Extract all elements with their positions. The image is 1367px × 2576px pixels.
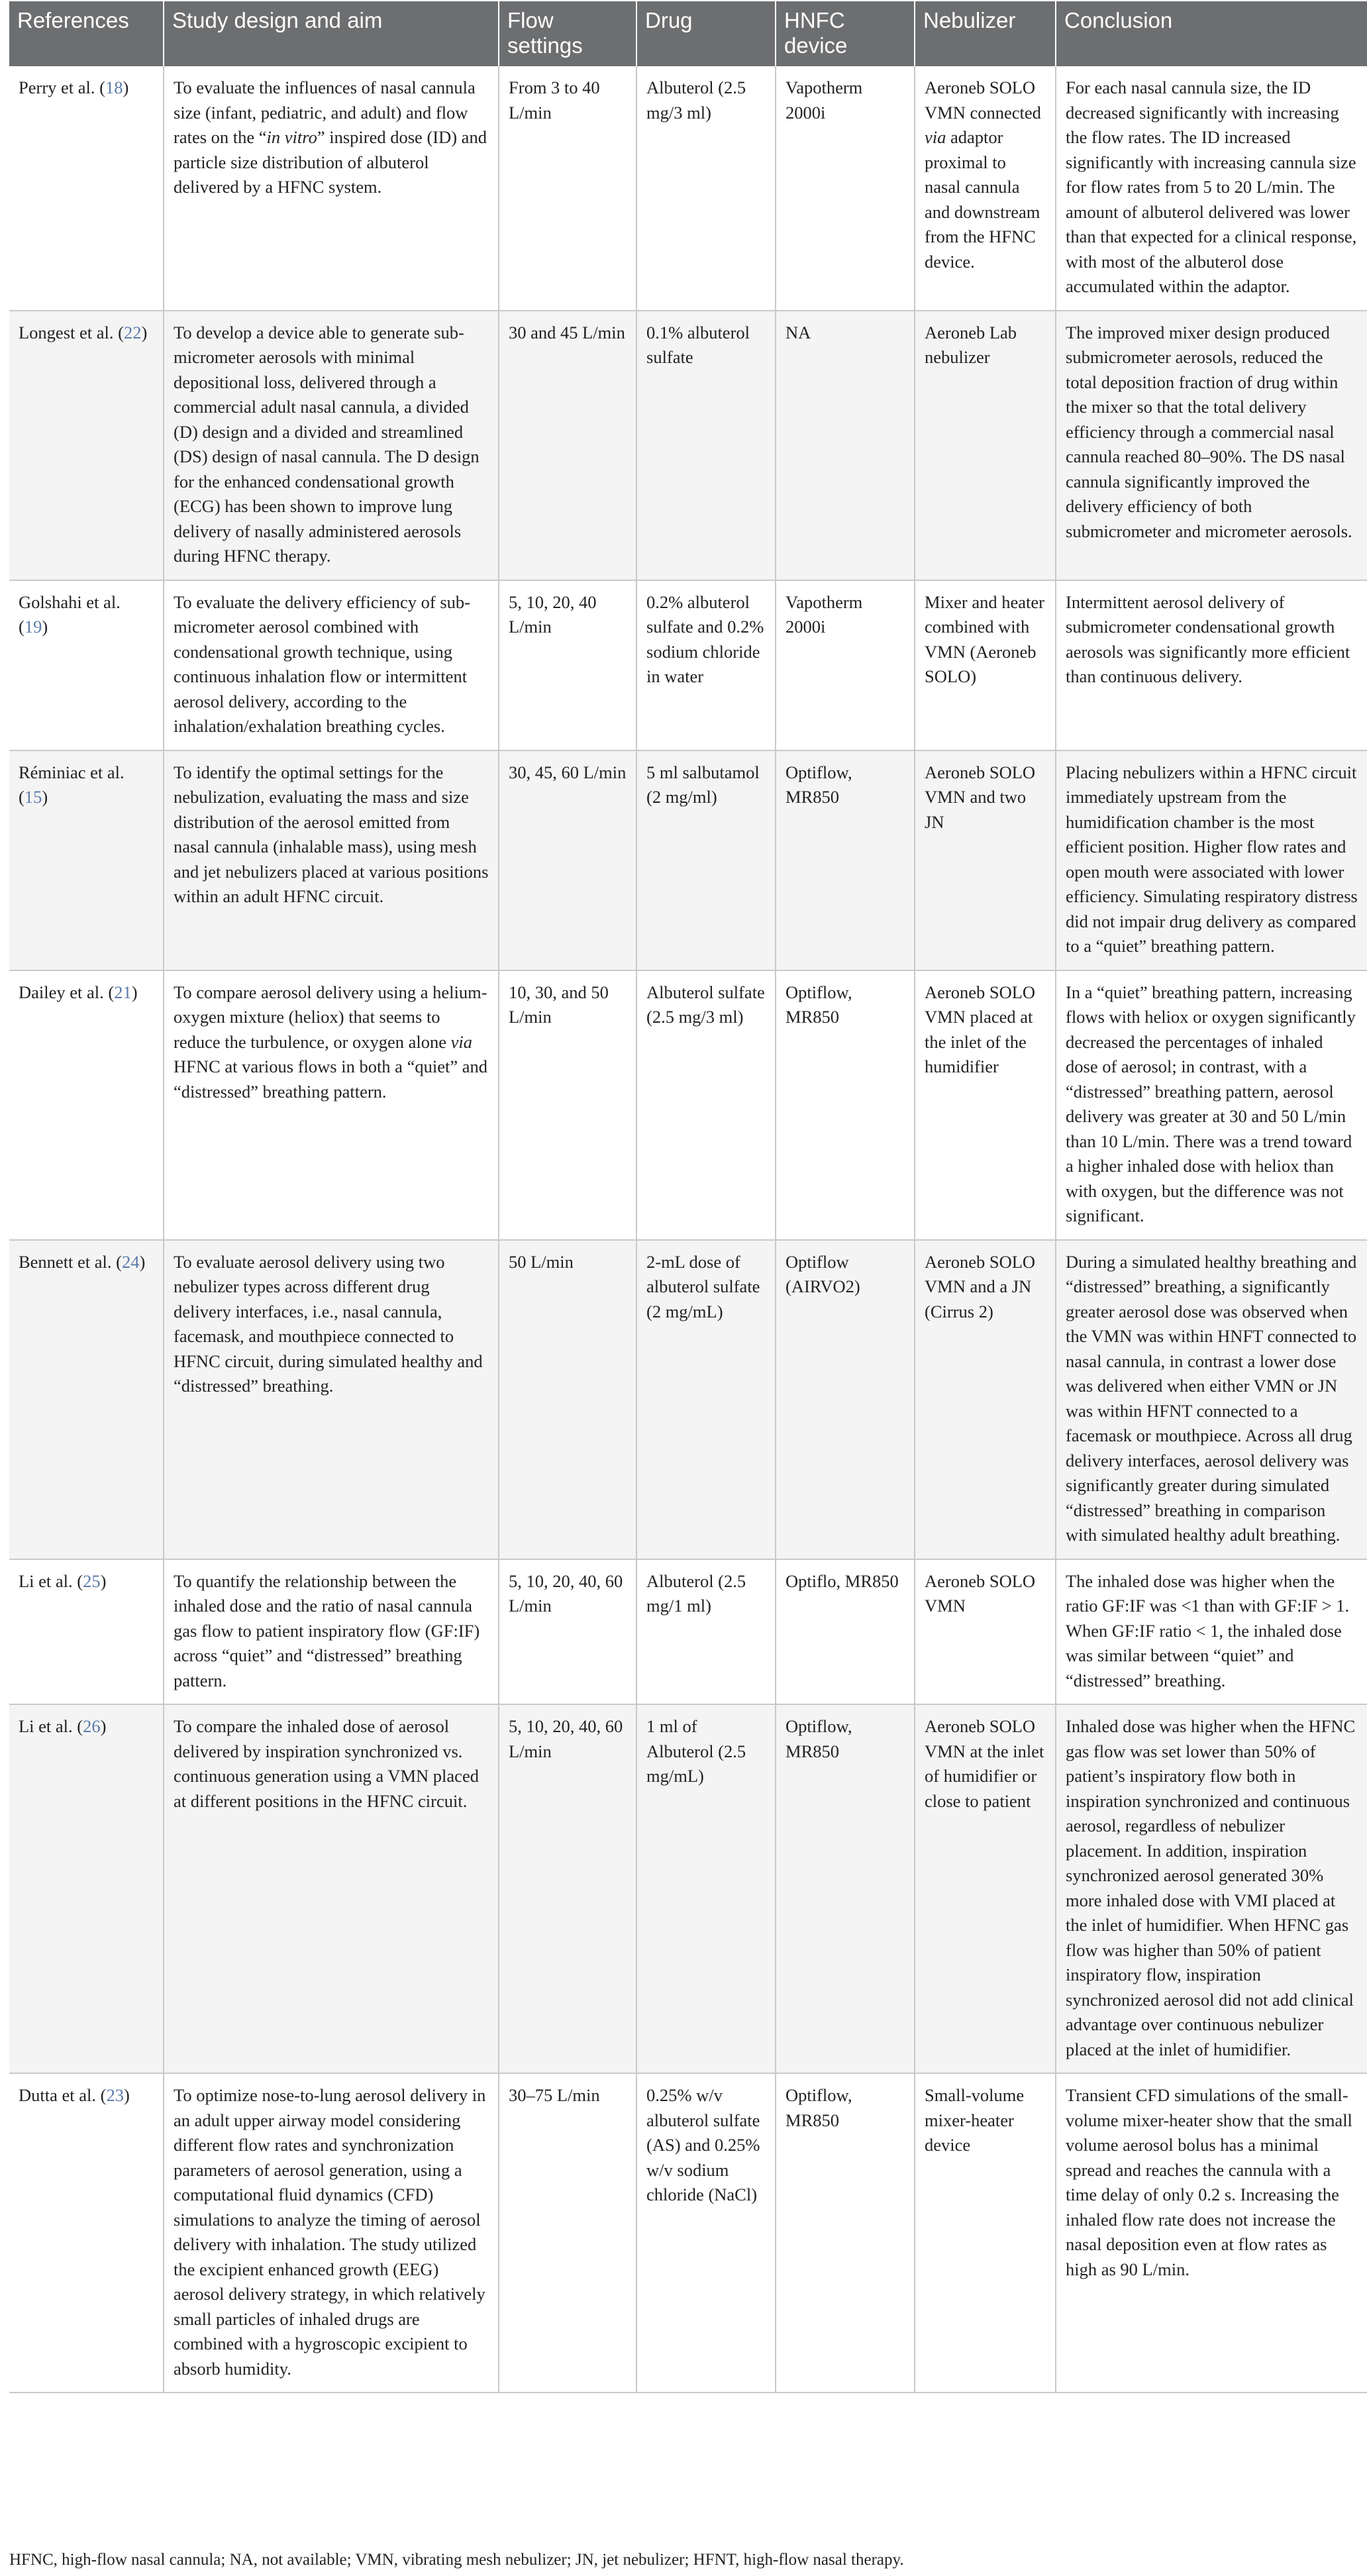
cell-text: adaptor proximal to nasal cannula and downstream from the HFNC device. bbox=[925, 127, 1040, 272]
reference-link[interactable]: 21 bbox=[114, 982, 132, 1002]
cell-hnfc-device: Optiflow (AIRVO2) bbox=[776, 1240, 915, 1559]
cell-nebulizer bbox=[915, 1559, 1056, 1705]
cell-drug: Albuterol (2.5 mg/3 ml) bbox=[636, 66, 776, 311]
table-header-row bbox=[9, 1, 1367, 66]
cell-study-design bbox=[164, 311, 499, 580]
reference-close: ) bbox=[42, 617, 48, 637]
cell-text: To optimize nose-to-lung aerosol delivery in an adult upper airway model considering different flow rates and synchronization parameters of aerosol generation, using a computational fluid dynamics (CFD) simulations to analyze the timing of aerosol delivery with inhalation. The study utilized the excipient enhanced growth (EEG) aerosol delivery strategy, in which relatively small particles of inhaled drugs are combined with a hygroscopic excipient to absorb humidity. bbox=[174, 2085, 486, 2379]
cell-text: Aeroneb SOLO VMN and two JN bbox=[925, 762, 1036, 832]
table-row bbox=[9, 66, 1367, 311]
studies-table bbox=[9, 1, 1367, 2393]
cell-flow-settings: 5, 10, 20, 40 L/min bbox=[499, 580, 636, 750]
cell-text: ” inspired dose (ID) and particle size distribution of albuterol delivered by a HFNC system. bbox=[174, 127, 487, 197]
cell-reference bbox=[9, 1559, 164, 1705]
cell-flow-settings: 10, 30, and 50 L/min bbox=[499, 970, 636, 1240]
table-row bbox=[9, 1240, 1367, 1559]
cell-drug: Albuterol (2.5 mg/1 ml) bbox=[636, 1559, 776, 1705]
reference-link[interactable]: 25 bbox=[83, 1571, 101, 1591]
cell-text: To quantify the relationship between the inhaled dose and the ratio of nasal cannula gas flow to patient inspiratory flow (GF:IF) across “quiet” and “distressed” breathing pattern. bbox=[174, 1571, 480, 1690]
cell-reference bbox=[9, 1704, 164, 2073]
cell-conclusion: Placing nebulizers within a HFNC circuit immediately upstream from the humidification chamber is the most efficient position. Higher flow rates and open mouth were associated with lower efficiency. Simulating respiratory distress did not impair drug delivery as compared to a “quiet” breathing pattern. bbox=[1056, 750, 1367, 970]
cell-nebulizer bbox=[915, 1704, 1056, 2073]
header-study-design: Study design and aim bbox=[164, 1, 499, 66]
cell-conclusion: Transient CFD simulations of the small-volume mixer-heater show that the small volume aerosol bolus has a minimal spread and reaches the cannula with a time delay of only 0.2 s. Increasing the inhaled flow rate does not increase the nasal deposition even at flow rates as high as 90 L/min. bbox=[1056, 2073, 1367, 2393]
cell-text: Aeroneb SOLO VMN and a JN (Cirrus 2) bbox=[925, 1251, 1036, 1321]
cell-hnfc-device: Optiflow, MR850 bbox=[776, 2073, 915, 2393]
cell-text: To develop a device able to generate sub-micrometer aerosols with minimal depositional loss, delivered through a commercial adult nasal cannula, a divided (D) design and a divided and streamlined (DS) design of nasal cannula. The D design for the enhanced condensational growth (ECG) has been shown to improve lung delivery of nasally administered aerosols during HFNC therapy. bbox=[174, 322, 480, 566]
header-drug: Drug bbox=[636, 1, 776, 66]
cell-nebulizer bbox=[915, 66, 1056, 311]
reference-author: Réminiac et al. ( bbox=[19, 762, 125, 807]
reference-author: Li et al. ( bbox=[19, 1571, 83, 1591]
cell-reference bbox=[9, 311, 164, 580]
reference-author: Dutta et al. ( bbox=[19, 2085, 107, 2105]
cell-flow-settings: 30 and 45 L/min bbox=[499, 311, 636, 580]
cell-hnfc-device: Optiflo, MR850 bbox=[776, 1559, 915, 1705]
cell-conclusion: For each nasal cannula size, the ID decreased significantly with increasing the flow rates. The ID increased significantly with increasing cannula size for flow rates from 5 to 20 L/min. The amount of albuterol delivered was lower than that expected for a clinical response, with most of the albuterol dose accumulated within the adaptor. bbox=[1056, 66, 1367, 311]
reference-close: ) bbox=[123, 77, 129, 97]
reference-link[interactable]: 22 bbox=[123, 322, 142, 342]
header-conclusion: Conclusion bbox=[1056, 1, 1367, 66]
cell-reference bbox=[9, 66, 164, 311]
cell-text: To evaluate the influences of nasal cannula size (infant, pediatric, and adult) and flow rates on the “ bbox=[174, 77, 476, 147]
cell-nebulizer bbox=[915, 311, 1056, 580]
reference-close: ) bbox=[131, 982, 138, 1002]
table-footnote: HFNC, high-flow nasal cannula; NA, not available; VMN, vibrating mesh nebulizer; JN, jet nebulizer; HFNT, high-flow nasal therapy. bbox=[9, 2551, 904, 2569]
reference-close: ) bbox=[141, 322, 148, 342]
reference-author: Bennett et al. ( bbox=[19, 1251, 122, 1272]
cell-nebulizer bbox=[915, 2073, 1056, 2393]
cell-study-design bbox=[164, 580, 499, 750]
reference-link[interactable]: 19 bbox=[24, 617, 42, 637]
cell-drug: 0.2% albuterol sulfate and 0.2% sodium chloride in water bbox=[636, 580, 776, 750]
data-table-wrapper bbox=[9, 1, 1367, 2393]
cell-text: Aeroneb SOLO VMN at the inlet of humidifier or close to patient bbox=[925, 1716, 1044, 1811]
cell-text: Mixer and heater combined with VMN (Aeroneb SOLO) bbox=[925, 592, 1044, 686]
cell-nebulizer bbox=[915, 580, 1056, 750]
cell-drug: 0.25% w/v albuterol sulfate (AS) and 0.25% w/v sodium chloride (NaCl) bbox=[636, 2073, 776, 2393]
cell-drug: 0.1% albuterol sulfate bbox=[636, 311, 776, 580]
cell-nebulizer bbox=[915, 750, 1056, 970]
reference-link[interactable]: 23 bbox=[106, 2085, 124, 2105]
italic-text: via bbox=[925, 127, 946, 147]
table-row bbox=[9, 1559, 1367, 1705]
cell-study-design bbox=[164, 1704, 499, 2073]
reference-author: Longest et al. ( bbox=[19, 322, 124, 342]
cell-hnfc-device: Optiflow, MR850 bbox=[776, 750, 915, 970]
cell-study-design bbox=[164, 2073, 499, 2393]
cell-text: Small-volume mixer-heater device bbox=[925, 2085, 1025, 2155]
cell-drug: 2-mL dose of albuterol sulfate (2 mg/mL) bbox=[636, 1240, 776, 1559]
reference-close: ) bbox=[123, 2085, 130, 2105]
reference-author: Golshahi et al. ( bbox=[19, 592, 121, 637]
reference-close: ) bbox=[100, 1571, 107, 1591]
header-flow-settings: Flow settings bbox=[499, 1, 636, 66]
cell-nebulizer bbox=[915, 1240, 1056, 1559]
reference-link[interactable]: 18 bbox=[105, 77, 123, 97]
cell-flow-settings: From 3 to 40 L/min bbox=[499, 66, 636, 311]
cell-hnfc-device: NA bbox=[776, 311, 915, 580]
table-row bbox=[9, 1704, 1367, 2073]
cell-flow-settings: 5, 10, 20, 40, 60 L/min bbox=[499, 1704, 636, 2073]
header-hnfc-device: HNFC device bbox=[776, 1, 915, 66]
cell-text: Aeroneb Lab nebulizer bbox=[925, 322, 1017, 367]
cell-conclusion: Intermittent aerosol delivery of submicrometer condensational growth aerosols was significantly more efficient than continuous delivery. bbox=[1056, 580, 1367, 750]
cell-reference bbox=[9, 2073, 164, 2393]
cell-reference bbox=[9, 580, 164, 750]
reference-close: ) bbox=[139, 1251, 146, 1272]
cell-text: Aeroneb SOLO VMN connected bbox=[925, 77, 1041, 123]
reference-link[interactable]: 24 bbox=[122, 1251, 140, 1272]
table-row bbox=[9, 970, 1367, 1240]
cell-flow-settings: 5, 10, 20, 40, 60 L/min bbox=[499, 1559, 636, 1705]
reference-link[interactable]: 15 bbox=[24, 787, 42, 807]
table-row bbox=[9, 750, 1367, 970]
header-references: References bbox=[9, 1, 164, 66]
table-row bbox=[9, 2073, 1367, 2393]
cell-conclusion: In a “quiet” breathing pattern, increasing flows with heliox or oxygen significantly decreased the percentages of inhaled dose of aerosol; in contrast, with a “distressed” breathing pattern, aerosol delivery was greater at 30 and 50 L/min than 10 L/min. There was a trend toward a higher inhaled dose with heliox than with oxygen, but the difference was not significant. bbox=[1056, 970, 1367, 1240]
cell-drug: 1 ml of Albuterol (2.5 mg/mL) bbox=[636, 1704, 776, 2073]
reference-author: Dailey et al. ( bbox=[19, 982, 115, 1002]
cell-study-design bbox=[164, 1240, 499, 1559]
cell-study-design bbox=[164, 970, 499, 1240]
header-nebulizer: Nebulizer bbox=[915, 1, 1056, 66]
reference-link[interactable]: 26 bbox=[83, 1716, 101, 1736]
cell-drug: Albuterol sulfate (2.5 mg/3 ml) bbox=[636, 970, 776, 1240]
cell-conclusion: The inhaled dose was higher when the ratio GF:IF was <1 than with GF:IF > 1. When GF:IF ratio < 1, the inhaled dose was similar between “quiet” and “distressed” breathing. bbox=[1056, 1559, 1367, 1705]
cell-reference bbox=[9, 750, 164, 970]
cell-reference bbox=[9, 1240, 164, 1559]
cell-hnfc-device: Optiflow, MR850 bbox=[776, 970, 915, 1240]
cell-study-design bbox=[164, 1559, 499, 1705]
cell-text: To evaluate the delivery efficiency of sub-micrometer aerosol combined with condensational growth technique, using continuous inhalation flow or intermittent aerosol delivery, according to the inhalation/exhalation breathing cycles. bbox=[174, 592, 470, 736]
table-row bbox=[9, 580, 1367, 750]
cell-conclusion: The improved mixer design produced submicrometer aerosols, reduced the total deposition fraction of drug within the mixer so that the total delivery efficiency through a commercial nasal cannula reached 80–90%. The DS nasal cannula significantly improved the delivery efficiency of both submicrometer and micrometer aerosols. bbox=[1056, 311, 1367, 580]
cell-hnfc-device: Vapotherm 2000i bbox=[776, 580, 915, 750]
cell-text: To evaluate aerosol delivery using two nebulizer types across different drug delivery interfaces, i.e., nasal cannula, facemask, and mouthpiece connected to HFNC circuit, during simulated healthy and “distressed” breathing. bbox=[174, 1251, 483, 1396]
cell-reference bbox=[9, 970, 164, 1240]
cell-study-design bbox=[164, 750, 499, 970]
reference-author: Li et al. ( bbox=[19, 1716, 83, 1736]
cell-conclusion: Inhaled dose was higher when the HFNC gas flow was set lower than 50% of patient’s inspiratory flow both in inspiration synchronized and continuous aerosol, regardless of nebulizer placement. In addition, inspiration synchronized aerosol generated 30% more inhaled dose with VMI placed at the inlet of humidifier. When HFNC gas flow was higher than 50% of patient inspiratory flow, inspiration synchronized aerosol did not add clinical advantage over continuous nebulizer placed at the inlet of humidifier. bbox=[1056, 1704, 1367, 2073]
cell-flow-settings: 30–75 L/min bbox=[499, 2073, 636, 2393]
cell-text: Aeroneb SOLO VMN placed at the inlet of the humidifier bbox=[925, 982, 1036, 1076]
cell-flow-settings: 50 L/min bbox=[499, 1240, 636, 1559]
cell-hnfc-device: Optiflow, MR850 bbox=[776, 1704, 915, 2073]
cell-flow-settings: 30, 45, 60 L/min bbox=[499, 750, 636, 970]
cell-text: Aeroneb SOLO VMN bbox=[925, 1571, 1036, 1616]
cell-text: To compare the inhaled dose of aerosol delivered by inspiration synchronized vs. continuous generation using a VMN placed at different positions in the HFNC circuit. bbox=[174, 1716, 479, 1811]
cell-conclusion: During a simulated healthy breathing and “distressed” breathing, a significantly greater aerosol dose was observed when the VMN was within HNFT connected to nasal cannula, in contrast a lower dose was delivered when either VMN or JN was within HFNT connected to a facemask or mouthpiece. Across all drug delivery interfaces, aerosol delivery was significantly greater during simulated “distressed” breathing in comparison with simulated healthy adult breathing. bbox=[1056, 1240, 1367, 1559]
italic-text: via bbox=[450, 1031, 473, 1052]
cell-hnfc-device: Vapotherm 2000i bbox=[776, 66, 915, 311]
reference-author: Perry et al. ( bbox=[19, 77, 105, 97]
cell-text: To identify the optimal settings for the nebulization, evaluating the mass and size distribution of the aerosol emitted from nasal cannula (inhalable mass), using mesh and jet nebulizers placed at various positions within an adult HFNC circuit. bbox=[174, 762, 489, 906]
cell-nebulizer bbox=[915, 970, 1056, 1240]
reference-close: ) bbox=[42, 787, 48, 807]
cell-drug: 5 ml salbutamol (2 mg/ml) bbox=[636, 750, 776, 970]
table-row bbox=[9, 311, 1367, 580]
cell-text: HFNC at various flows in both a “quiet” and “distressed” breathing pattern. bbox=[174, 1056, 487, 1102]
italic-text: in vitro bbox=[266, 127, 317, 147]
cell-text: To compare aerosol delivery using a helium-oxygen mixture (heliox) that seems to reduce the turbulence, or oxygen alone bbox=[174, 982, 487, 1052]
cell-study-design bbox=[164, 66, 499, 311]
reference-close: ) bbox=[100, 1716, 107, 1736]
